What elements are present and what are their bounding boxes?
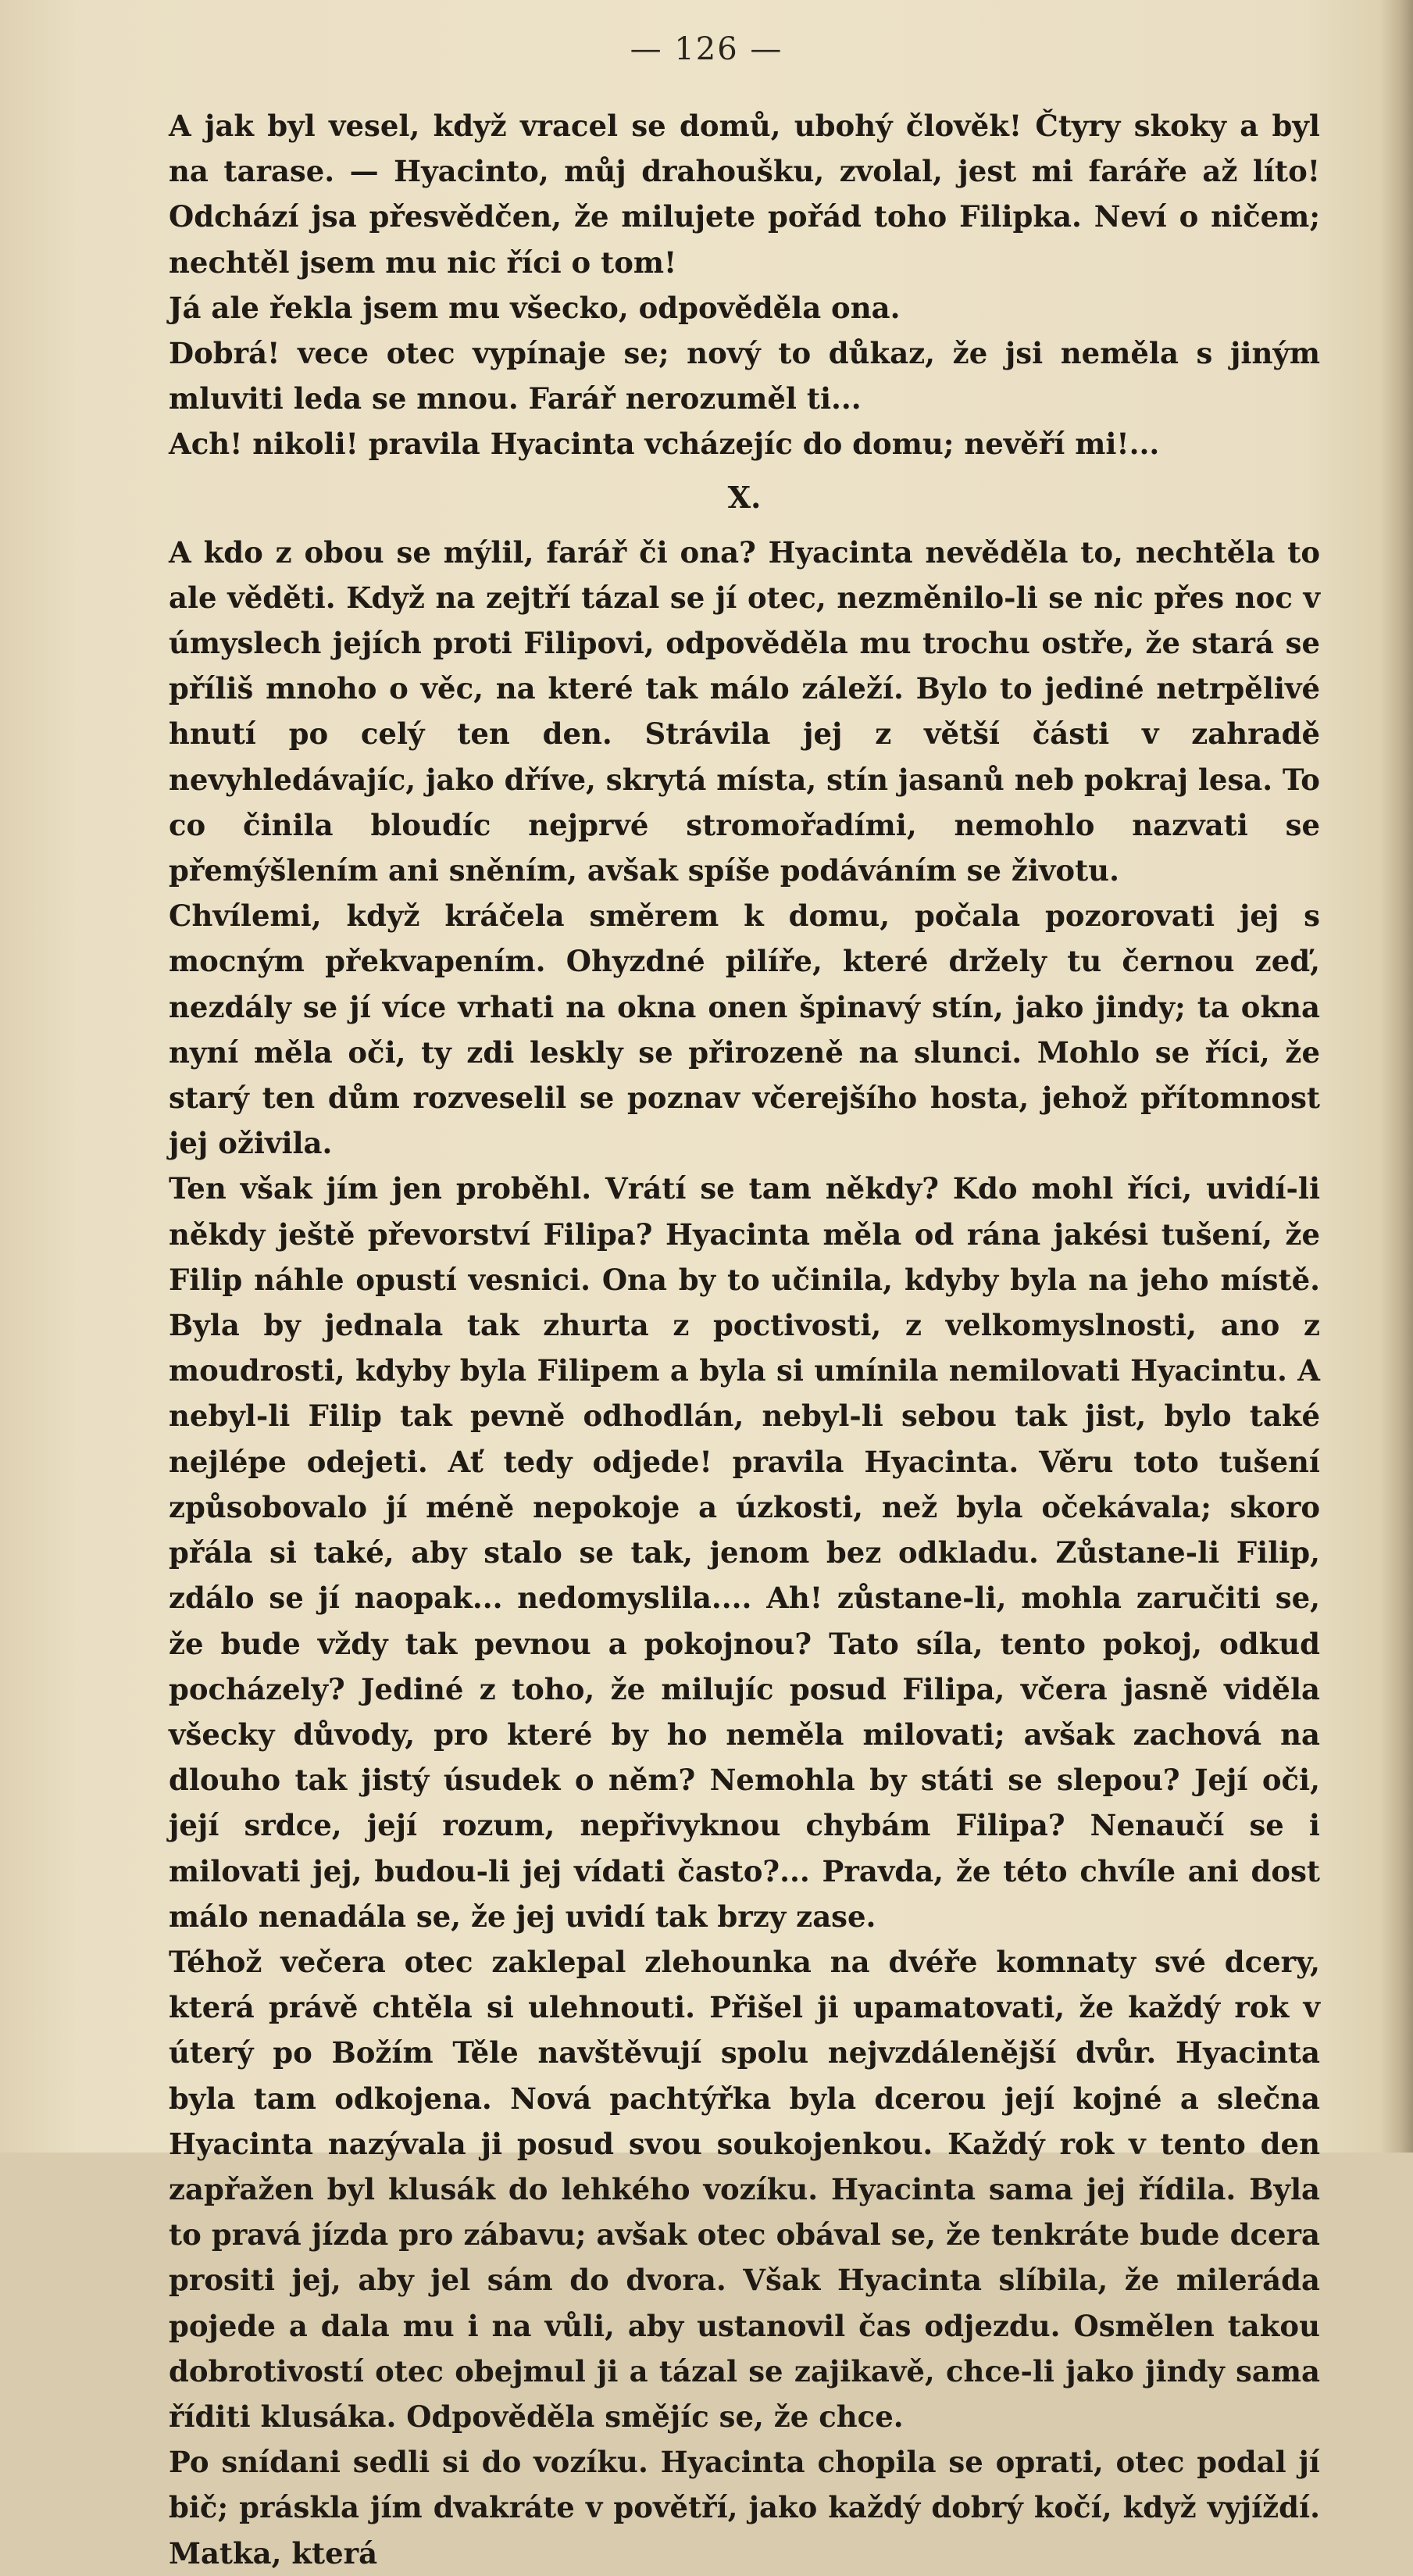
body-text xyxy=(169,103,1320,2576)
paragraph: A jak byl vesel, když vracel se domů, ubohý člověk! Čtyry skoky a byl na tarase. — Hyacinto, můj drahoušku, zvolal, jest mi faráře až líto! Odchází jsa přesvědčen, že milujete pořád toho Filipka. Neví o ničem; nechtěl jsem mu nic říci o tom! xyxy=(169,109,1320,280)
paragraph: A kdo z obou se mýlil, farář či ona? Hyacinta nevěděla to, nechtěla to ale věděti. Když na zejtří tázal se jí otec, nezměnilo-li se nic přes noc v úmyslech jejích proti Filipovi, odpověděla mu trochu ostře, že stará se příliš mnoho o věc, na které tak málo záleží. Bylo to jediné netrpělivé hnutí po celý ten den. Strávila jej z větší části v zahradě nevyhledávajíc, jako dříve, skrytá místa, stín jasanů neb pokraj lesa. To co činila bloudíc nejprvé stromořadími, nemohlo nazvati se přemýšlením ani sněním, avšak spíše podáváním se životu. xyxy=(169,534,1320,888)
paragraph: Chvílemi, když kráčela směrem k domu, počala pozorovati jej s mocným překvapením. Ohyzdné pilíře, které držely tu černou zeď, nezdály se jí více vrhati na okna onen špinavý stín, jako jindy; ta okna nyní měla oči, ty zdi leskly se přirozeně na slunci. Mohlo se říci, že starý ten dům rozveselil se poznav včerejšího hosta, jehož přítomnost jej oživila. xyxy=(169,899,1320,1161)
paragraph: Dobrá! vece otec vypínaje se; nový to důkaz, že jsi neměla s jiným mluviti leda se mnou. Farář nerozuměl ti... xyxy=(169,336,1320,416)
chapter-heading: X. xyxy=(727,479,762,515)
paragraph: Téhož večera otec zaklepal zlehounka na dvéře komnaty své dcery, která právě chtěla si ulehnouti. Přišel ji upamatovati, že každý rok v úterý po Božím Těle navštěvují spolu nejvzdálenější dvůr. Hyacinta byla tam odkojena. Nová pachtýřka byla dcerou její kojné a slečna Hyacinta nazývala ji posud svou soukojenkou. Každý rok v tento den zapřažen byl klusák do lehkého vozíku. Hyacinta sama jej řídila. Byla to pravá jízda pro zábavu; avšak otec obával se, že tenkráte bude dcera prositi jej, aby jel sám do dvora. Však Hyacinta slíbila, že mileráda pojede a dala mu i na vůli, aby ustanovil čas odjezdu. Osmělen takou dobrotivostí otec obejmul ji a tázal se zajikavě, chce-li jako jindy sama říditi klusáka. Odpověděla smějíc se, že chce. xyxy=(169,1944,1320,2434)
paragraph: Po snídani sedli si do vozíku. Hyacinta chopila se oprati, otec podal jí bič; práskla jím dvakráte v povětří, jako každý dobrý kočí, když vyjíždí. Matka, která xyxy=(169,2445,1320,2571)
page-number: — 126 — xyxy=(630,31,783,67)
paragraph: Ach! nikoli! pravila Hyacinta vcházejíc do domu; nevěří mi!... xyxy=(169,427,1160,462)
paragraph: Ten však jím jen proběhl. Vrátí se tam někdy? Kdo mohl říci, uvidí-li někdy ještě převorství Filipa? Hyacinta měla od rána jakési tušení, že Filip náhle opustí vesnici. Ona by to učinila, kdyby byla na jeho místě. Byla by jednala tak zhurta z poctivosti, z velkomyslnosti, ano z moudrosti, kdyby byla Filipem a byla si umínila nemilovati Hyacintu. A nebyl-li Filip tak pevně odhodlán, nebyl-li sebou tak jist, bylo také nejlépe odejeti. Ať tedy odjede! pravila Hyacinta. Věru toto tušení způsobovalo jí méně nepokoje a úzkosti, než byla očekávala; skoro přála si také, aby stalo se tak, jenom bez odkladu. Zůstane-li Filip, zdálo se jí naopak... nedomyslila.... Ah! zůstane-li, mohla zaručiti se, že bude vždy tak pevnou a pokojnou? Tato síla, tento pokoj, odkud pocházely? Jediné z toho, že milujíc posud Filipa, včera jasně viděla všecky důvody, pro které by ho neměla milovati; avšak zachová na dlouho tak jistý úsudek o něm? Nemohla by státi se slepou? Její oči, její srdce, její rozum, nepřivyknou chybám Filipa? Nenaučí se i milovati jej, budou-li jej vídati často?... Pravda, že této chvíle ani dost málo nenadála se, že jej uvidí tak brzy zase. xyxy=(169,1171,1320,1934)
page-edge-shadow xyxy=(1380,0,1413,2153)
paragraph: Já ale řekla jsem mu všecko, odpověděla ona. xyxy=(169,290,901,325)
